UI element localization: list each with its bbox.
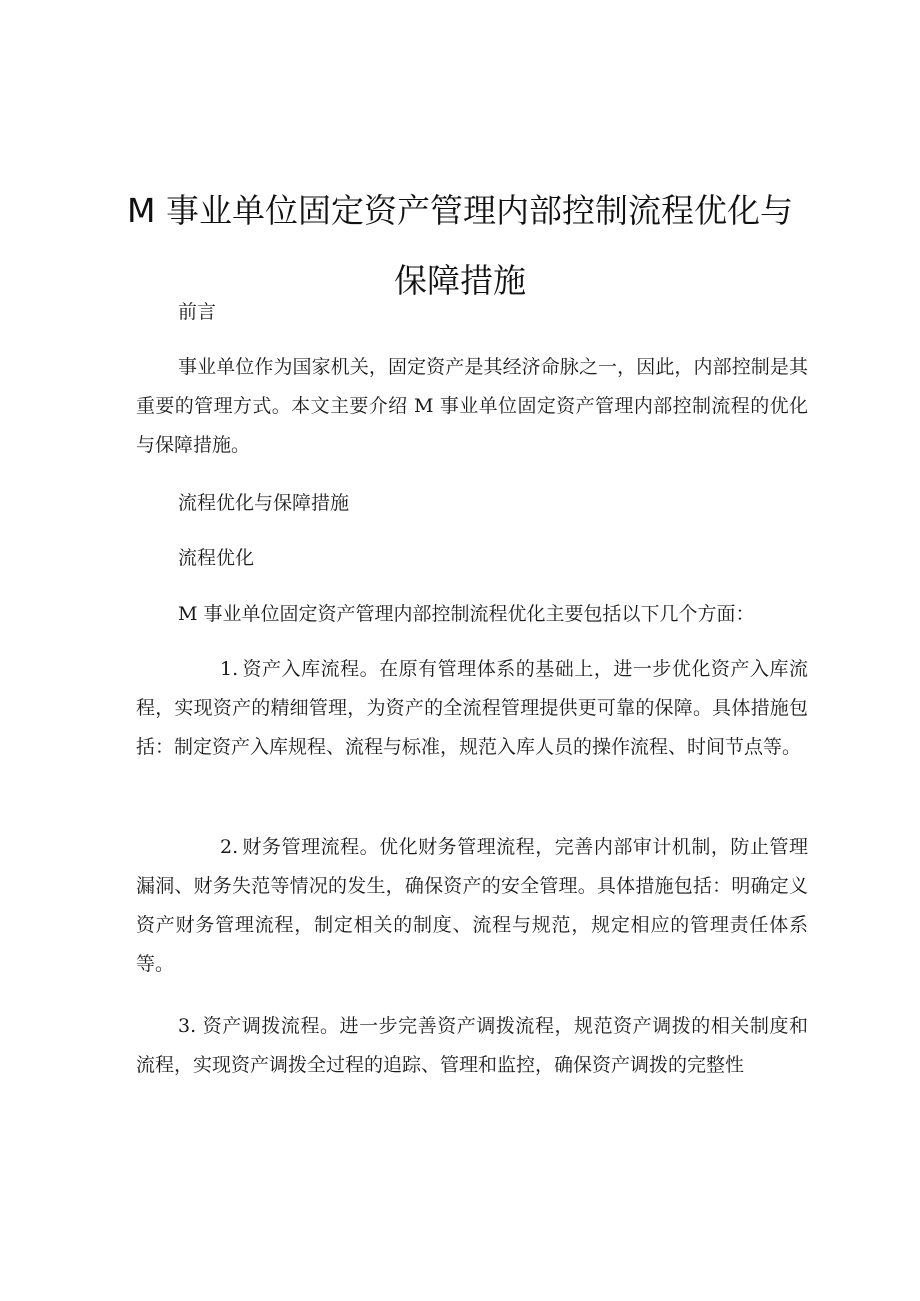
preface-paragraph: 事业单位作为国家机关，固定资产是其经济命脉之一，因此，内部控制是其重要的管理方式。本文主要介绍 M 事业单位固定资产管理内部控制流程的优化与保障措施。 xyxy=(136,356,808,456)
preface-heading: 前言 xyxy=(178,301,217,323)
list-item-2-text: 财务管理流程。优化财务管理流程，完善内部审计机制，防止管理漏洞、财务失范等情况的发生，确保资产的安全管理。具体措施包括：明确定义资产财务管理流程，制定相关的制度、流程与规范，规定相应的管理责任体系等。 xyxy=(136,836,808,975)
list-item-3-text: 资产调拨流程。进一步完善资产调拨流程，规范资产调拨的相关制度和流程，实现资产调拨全过程的追踪、管理和监控，确保资产调拨的完整性 xyxy=(136,1015,808,1076)
document-title: M 事业单位固定资产管理内部控制流程优化与保障措施 xyxy=(127,191,793,300)
list-item-1-text: 资产入库流程。在原有管理体系的基础上，进一步优化资产入库流程，实现资产的精细管理，为资产的全流程管理提供更可靠的保障。具体措施包括：制定资产入库规程、流程与标准，规范入库人员的操作流程、时间节点等。 xyxy=(136,658,808,758)
list-item-2-number: 2. xyxy=(220,836,239,858)
list-item-3 xyxy=(136,1007,808,1085)
list-item-1 xyxy=(136,650,808,767)
list-item-3-number: 3. xyxy=(178,1015,197,1037)
list-item-1-number: 1. xyxy=(220,658,239,680)
list-item-2 xyxy=(136,828,808,984)
section-heading: 流程优化与保障措施 xyxy=(178,492,350,514)
intro-paragraph: M 事业单位固定资产管理内部控制流程优化主要包括以下几个方面： xyxy=(178,603,755,625)
subsection-heading: 流程优化 xyxy=(178,547,255,569)
